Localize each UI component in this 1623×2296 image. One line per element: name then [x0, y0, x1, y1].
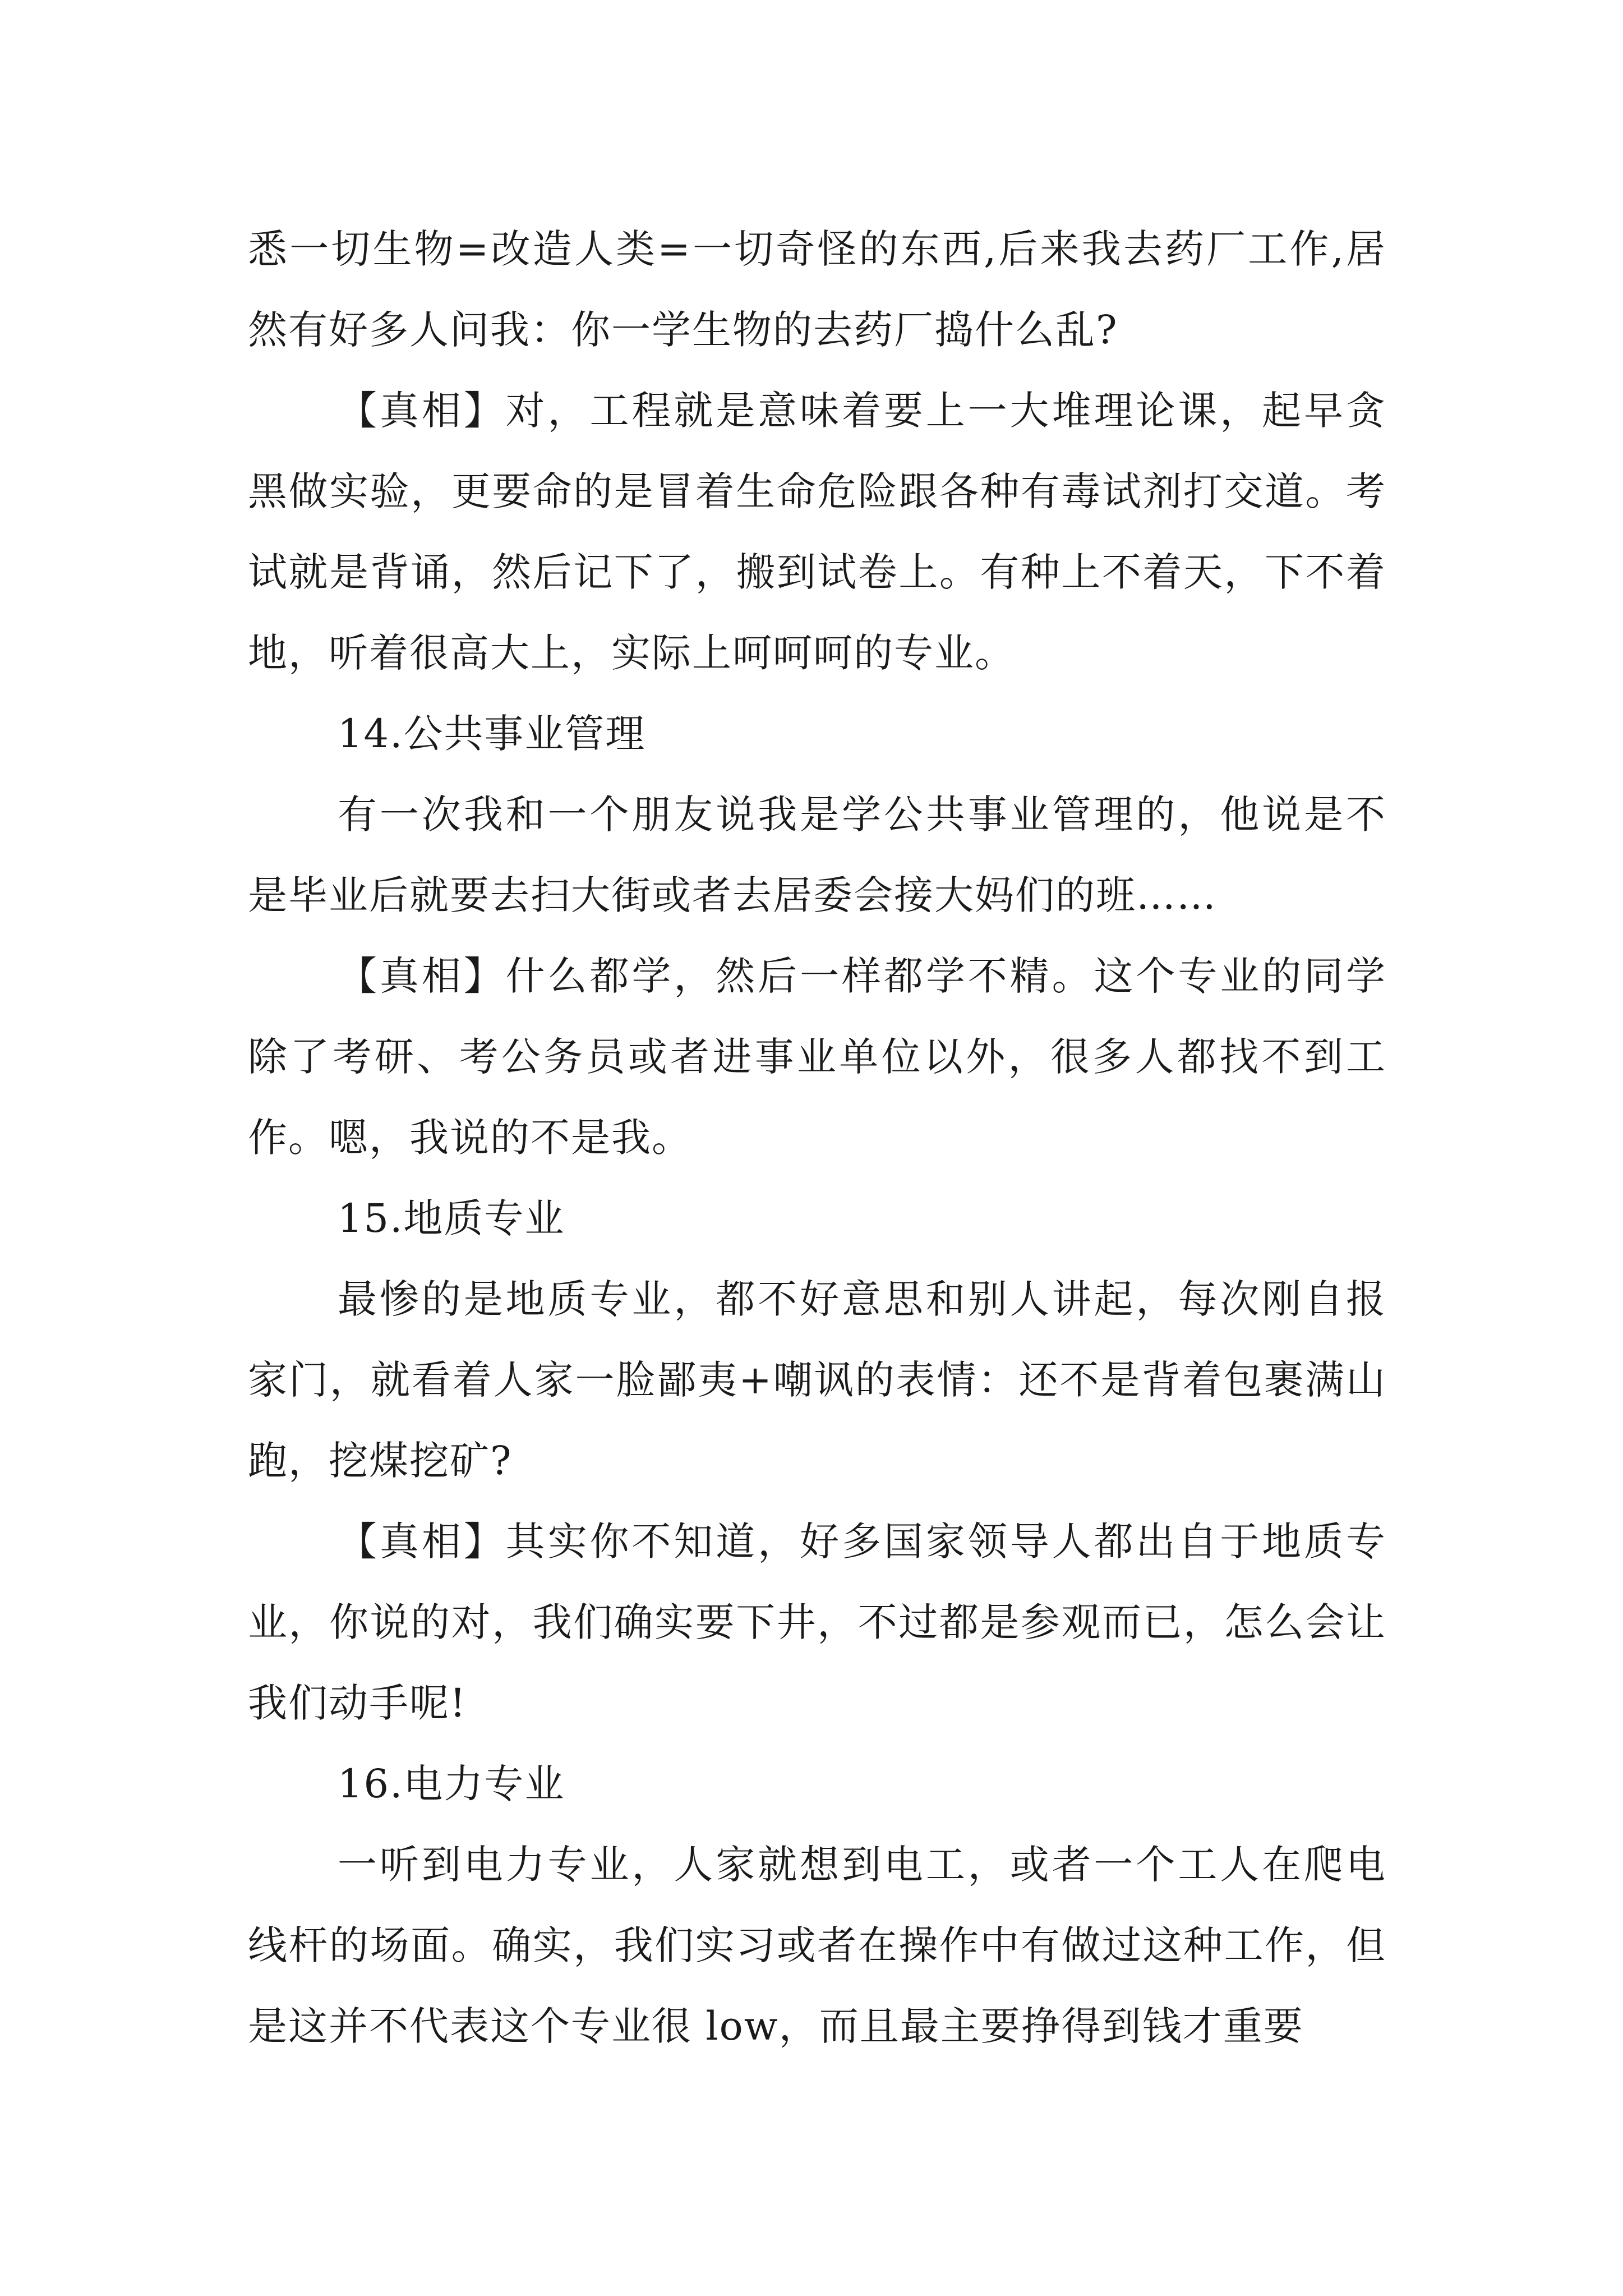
paragraph: 有一次我和一个朋友说我是学公共事业管理的，他说是不是毕业后就要去扫大街或者去居委会接大妈们的班…… [248, 792, 1386, 918]
paragraph: 【真相】其实你不知道，好多国家领导人都出自于地质专业，你说的对，我们确实要下井，不过都是参观而已，怎么会让我们动手呢! [248, 1519, 1386, 1726]
paragraph: 【真相】对，工程就是意味着要上一大堆理论课，起早贪黑做实验，更要命的是冒着生命危险跟各种有毒试剂打交道。考试就是背诵，然后记下了，搬到试卷上。有种上不着天，下不着地，听着很高大上，实际上呵呵呵的专业。 [248, 388, 1386, 676]
paragraph: 最惨的是地质专业，都不好意思和别人讲起，每次刚自报家门，就看着人家一脸鄙夷+嘲讽的表情：还不是背着包裹满山跑，挖煤挖矿? [248, 1276, 1386, 1484]
paragraph: 【真相】什么都学，然后一样都学不精。这个专业的同学除了考研、考公务员或者进事业单位以外，很多人都找不到工作。嗯，我说的不是我。 [248, 953, 1386, 1161]
section-heading: 16.电力专业 [338, 1761, 565, 1807]
document-body [248, 209, 1386, 2067]
paragraph: 一听到电力专业，人家就想到电工，或者一个工人在爬电线杆的场面。确实，我们实习或者在操作中有做过这种工作，但是这并不代表这个专业很 low，而且最主要挣得到钱才重要 [248, 1842, 1386, 2049]
section-heading: 15.地质专业 [338, 1195, 565, 1241]
paragraph: 悉一切生物=改造人类=一切奇怪的东西,后来我去药厂工作,居然有好多人问我：你一学生物的去药厂捣什么乱? [248, 226, 1386, 353]
section-heading: 14.公共事业管理 [338, 711, 646, 757]
